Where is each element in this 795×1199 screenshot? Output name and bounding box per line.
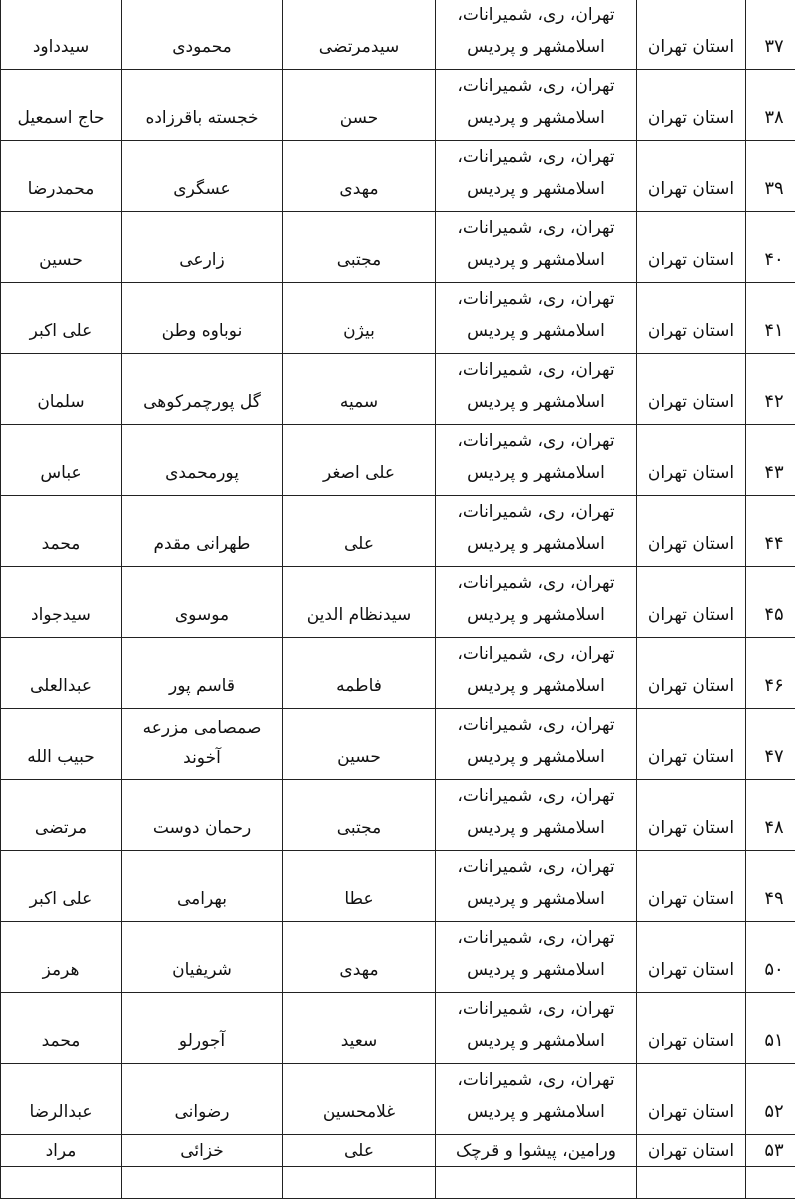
first-name-cell: حسن: [283, 70, 436, 141]
father-name-cell: محمدرضا: [1, 141, 122, 212]
district-cell: [436, 993, 637, 1064]
province-cell: استان تهران: [637, 922, 746, 993]
province-cell: استان تهران: [637, 425, 746, 496]
table-row: [1, 496, 795, 567]
table-row: [1, 851, 795, 922]
last-name-cell: شریفیان: [122, 922, 283, 993]
district-line-2: اسلامشهر و پردیس: [440, 528, 632, 560]
district-line-1: تهران، ری، شمیرانات،: [440, 425, 632, 457]
last-name-cell: آجورلو: [122, 993, 283, 1064]
district-cell: [436, 638, 637, 709]
district-line-1: تهران، ری، شمیرانات،: [440, 638, 632, 670]
father-name-cell: محمد: [1, 993, 122, 1064]
row-number: ۴۹: [746, 851, 795, 922]
district-line-2: اسلامشهر و پردیس: [440, 31, 632, 63]
district-line-2: اسلامشهر و پردیس: [440, 1096, 632, 1128]
last-name-cell: صمصامی مزرعه آخوند: [122, 709, 283, 780]
first-name-cell: فاطمه: [283, 638, 436, 709]
first-name-cell: سیدمرتضی: [283, 0, 436, 70]
district-line-2: اسلامشهر و پردیس: [440, 244, 632, 276]
last-name-cell: [122, 1167, 283, 1199]
district-line-2: اسلامشهر و پردیس: [440, 102, 632, 134]
district-line-1: تهران، ری، شمیرانات،: [440, 780, 632, 812]
table-row: [1, 283, 795, 354]
district-cell: [436, 780, 637, 851]
district-cell: [436, 70, 637, 141]
province-cell: استان تهران: [637, 1135, 746, 1167]
table-row: [1, 567, 795, 638]
province-cell: استان تهران: [637, 354, 746, 425]
father-name-cell: حاج اسمعیل: [1, 70, 122, 141]
father-name-cell: محمد: [1, 496, 122, 567]
last-name-cell: محمودی: [122, 0, 283, 70]
province-cell: استان تهران: [637, 70, 746, 141]
table-row: [1, 922, 795, 993]
first-name-cell: علی: [283, 496, 436, 567]
district-line-1: تهران، ری، شمیرانات،: [440, 496, 632, 528]
province-cell: استان تهران: [637, 851, 746, 922]
district-cell: [436, 922, 637, 993]
district-cell: [436, 283, 637, 354]
row-number: ۳۹: [746, 141, 795, 212]
table-row: [1, 1064, 795, 1135]
district-line-2: اسلامشهر و پردیس: [440, 173, 632, 205]
first-name-cell: مجتبی: [283, 212, 436, 283]
table-row: [1, 212, 795, 283]
first-name-cell: حسین: [283, 709, 436, 780]
district-line-1: تهران، ری، شمیرانات،: [440, 0, 632, 31]
district-line-1: تهران، ری، شمیرانات،: [440, 1064, 632, 1096]
row-number: ۵۳: [746, 1135, 795, 1167]
district-cell: [436, 354, 637, 425]
district-line-1: تهران، ری، شمیرانات،: [440, 993, 632, 1025]
table-row: [1, 70, 795, 141]
province-cell: استان تهران: [637, 638, 746, 709]
father-name-cell: حسین: [1, 212, 122, 283]
row-number: ۴۳: [746, 425, 795, 496]
district-line-1: تهران، ری، شمیرانات،: [440, 283, 632, 315]
table-row: [1, 709, 795, 780]
province-cell: استان تهران: [637, 567, 746, 638]
father-name-cell: مراد: [1, 1135, 122, 1167]
first-name-cell: سعید: [283, 993, 436, 1064]
district-line-2: اسلامشهر و پردیس: [440, 954, 632, 986]
row-number: [746, 1167, 795, 1199]
first-name-cell: غلامحسین: [283, 1064, 436, 1135]
first-name-cell: مهدی: [283, 141, 436, 212]
district-line-1: تهران، ری، شمیرانات،: [440, 354, 632, 386]
province-cell: استان تهران: [637, 283, 746, 354]
district-line-2: اسلامشهر و پردیس: [440, 883, 632, 915]
last-name-cell: نوباوه وطن: [122, 283, 283, 354]
district-cell: [436, 567, 637, 638]
district-line-2: اسلامشهر و پردیس: [440, 670, 632, 702]
last-name-cell: رضوانی: [122, 1064, 283, 1135]
table-row: [1, 993, 795, 1064]
last-name-cell: خزائی: [122, 1135, 283, 1167]
row-number: ۵۰: [746, 922, 795, 993]
father-name-cell: علی اکبر: [1, 283, 122, 354]
province-cell: استان تهران: [637, 709, 746, 780]
row-number: ۴۵: [746, 567, 795, 638]
last-name-cell: بهرامی: [122, 851, 283, 922]
father-name-cell: سلمان: [1, 354, 122, 425]
father-name-cell: سیدداود: [1, 0, 122, 70]
province-cell: استان تهران: [637, 0, 746, 70]
last-name-cell: طهرانی مقدم: [122, 496, 283, 567]
last-name-cell: رحمان دوست: [122, 780, 283, 851]
first-name-cell: سمیه: [283, 354, 436, 425]
district-line-2: اسلامشهر و پردیس: [440, 315, 632, 347]
district-line-2: اسلامشهر و پردیس: [440, 812, 632, 844]
last-name-cell: زارعی: [122, 212, 283, 283]
last-name-cell: عسگری: [122, 141, 283, 212]
father-name-cell: حبیب الله: [1, 709, 122, 780]
district-cell: [436, 0, 637, 70]
district-line-1: تهران، ری، شمیرانات،: [440, 212, 632, 244]
province-cell: استان تهران: [637, 212, 746, 283]
last-name-cell: گل پورچمرکوهی: [122, 354, 283, 425]
district-line-2: اسلامشهر و پردیس: [440, 599, 632, 631]
row-number: ۴۴: [746, 496, 795, 567]
row-number: ۴۶: [746, 638, 795, 709]
district-line-1: تهران، ری، شمیرانات،: [440, 70, 632, 102]
row-number: ۴۷: [746, 709, 795, 780]
district-cell: [436, 851, 637, 922]
father-name-cell: علی اکبر: [1, 851, 122, 922]
district-cell: ورامین، پیشوا و قرچک: [436, 1135, 637, 1167]
district-line-1: تهران، ری، شمیرانات،: [440, 851, 632, 883]
father-name-cell: عباس: [1, 425, 122, 496]
last-name-cell: پورمحمدی: [122, 425, 283, 496]
district-line-1: تهران، ری، شمیرانات،: [440, 922, 632, 954]
father-name-cell: [1, 1167, 122, 1199]
last-name-cell: قاسم پور: [122, 638, 283, 709]
district-cell: [436, 141, 637, 212]
row-number: ۴۸: [746, 780, 795, 851]
row-number: ۵۲: [746, 1064, 795, 1135]
province-cell: استان تهران: [637, 780, 746, 851]
row-number: ۴۱: [746, 283, 795, 354]
district-cell: [436, 496, 637, 567]
row-number: ۳۸: [746, 70, 795, 141]
row-number: ۵۱: [746, 993, 795, 1064]
row-number: ۴۲: [746, 354, 795, 425]
father-name-cell: مرتضی: [1, 780, 122, 851]
father-name-cell: عبدالعلی: [1, 638, 122, 709]
first-name-cell: مهدی: [283, 922, 436, 993]
district-line-2: اسلامشهر و پردیس: [440, 386, 632, 418]
province-cell: استان تهران: [637, 1064, 746, 1135]
district-cell: [436, 425, 637, 496]
district-line-2: اسلامشهر و پردیس: [440, 1025, 632, 1057]
first-name-cell: عطا: [283, 851, 436, 922]
district-line-1: تهران، ری، شمیرانات،: [440, 141, 632, 173]
father-name-cell: هرمز: [1, 922, 122, 993]
table-row: [1, 0, 795, 70]
table-row: [1, 141, 795, 212]
district-line-2: اسلامشهر و پردیس: [440, 741, 632, 773]
district-cell: [436, 212, 637, 283]
table-row: [1, 354, 795, 425]
table-row: [1, 780, 795, 851]
district-cell: [436, 1167, 637, 1199]
province-cell: [637, 1167, 746, 1199]
province-cell: استان تهران: [637, 141, 746, 212]
province-cell: استان تهران: [637, 993, 746, 1064]
father-name-cell: سیدجواد: [1, 567, 122, 638]
row-number: ۳۷: [746, 0, 795, 70]
district-line-1: تهران، ری، شمیرانات،: [440, 709, 632, 741]
first-name-cell: مجتبی: [283, 780, 436, 851]
table-row: [1, 425, 795, 496]
first-name-cell: علی اصغر: [283, 425, 436, 496]
first-name-cell: سیدنظام الدین: [283, 567, 436, 638]
candidates-table-body: [1, 0, 795, 1199]
last-name-cell: خجسته باقرزاده: [122, 70, 283, 141]
table-row: [1, 1135, 795, 1167]
district-cell: [436, 709, 637, 780]
last-name-cell: موسوی: [122, 567, 283, 638]
table-row: [1, 638, 795, 709]
table-row-partial: [1, 1167, 795, 1199]
district-cell: [436, 1064, 637, 1135]
father-name-cell: عبدالرضا: [1, 1064, 122, 1135]
district-line-1: تهران، ری، شمیرانات،: [440, 567, 632, 599]
district-line-2: اسلامشهر و پردیس: [440, 457, 632, 489]
first-name-cell: بیژن: [283, 283, 436, 354]
province-cell: استان تهران: [637, 496, 746, 567]
row-number: ۴۰: [746, 212, 795, 283]
first-name-cell: [283, 1167, 436, 1199]
first-name-cell: علی: [283, 1135, 436, 1167]
